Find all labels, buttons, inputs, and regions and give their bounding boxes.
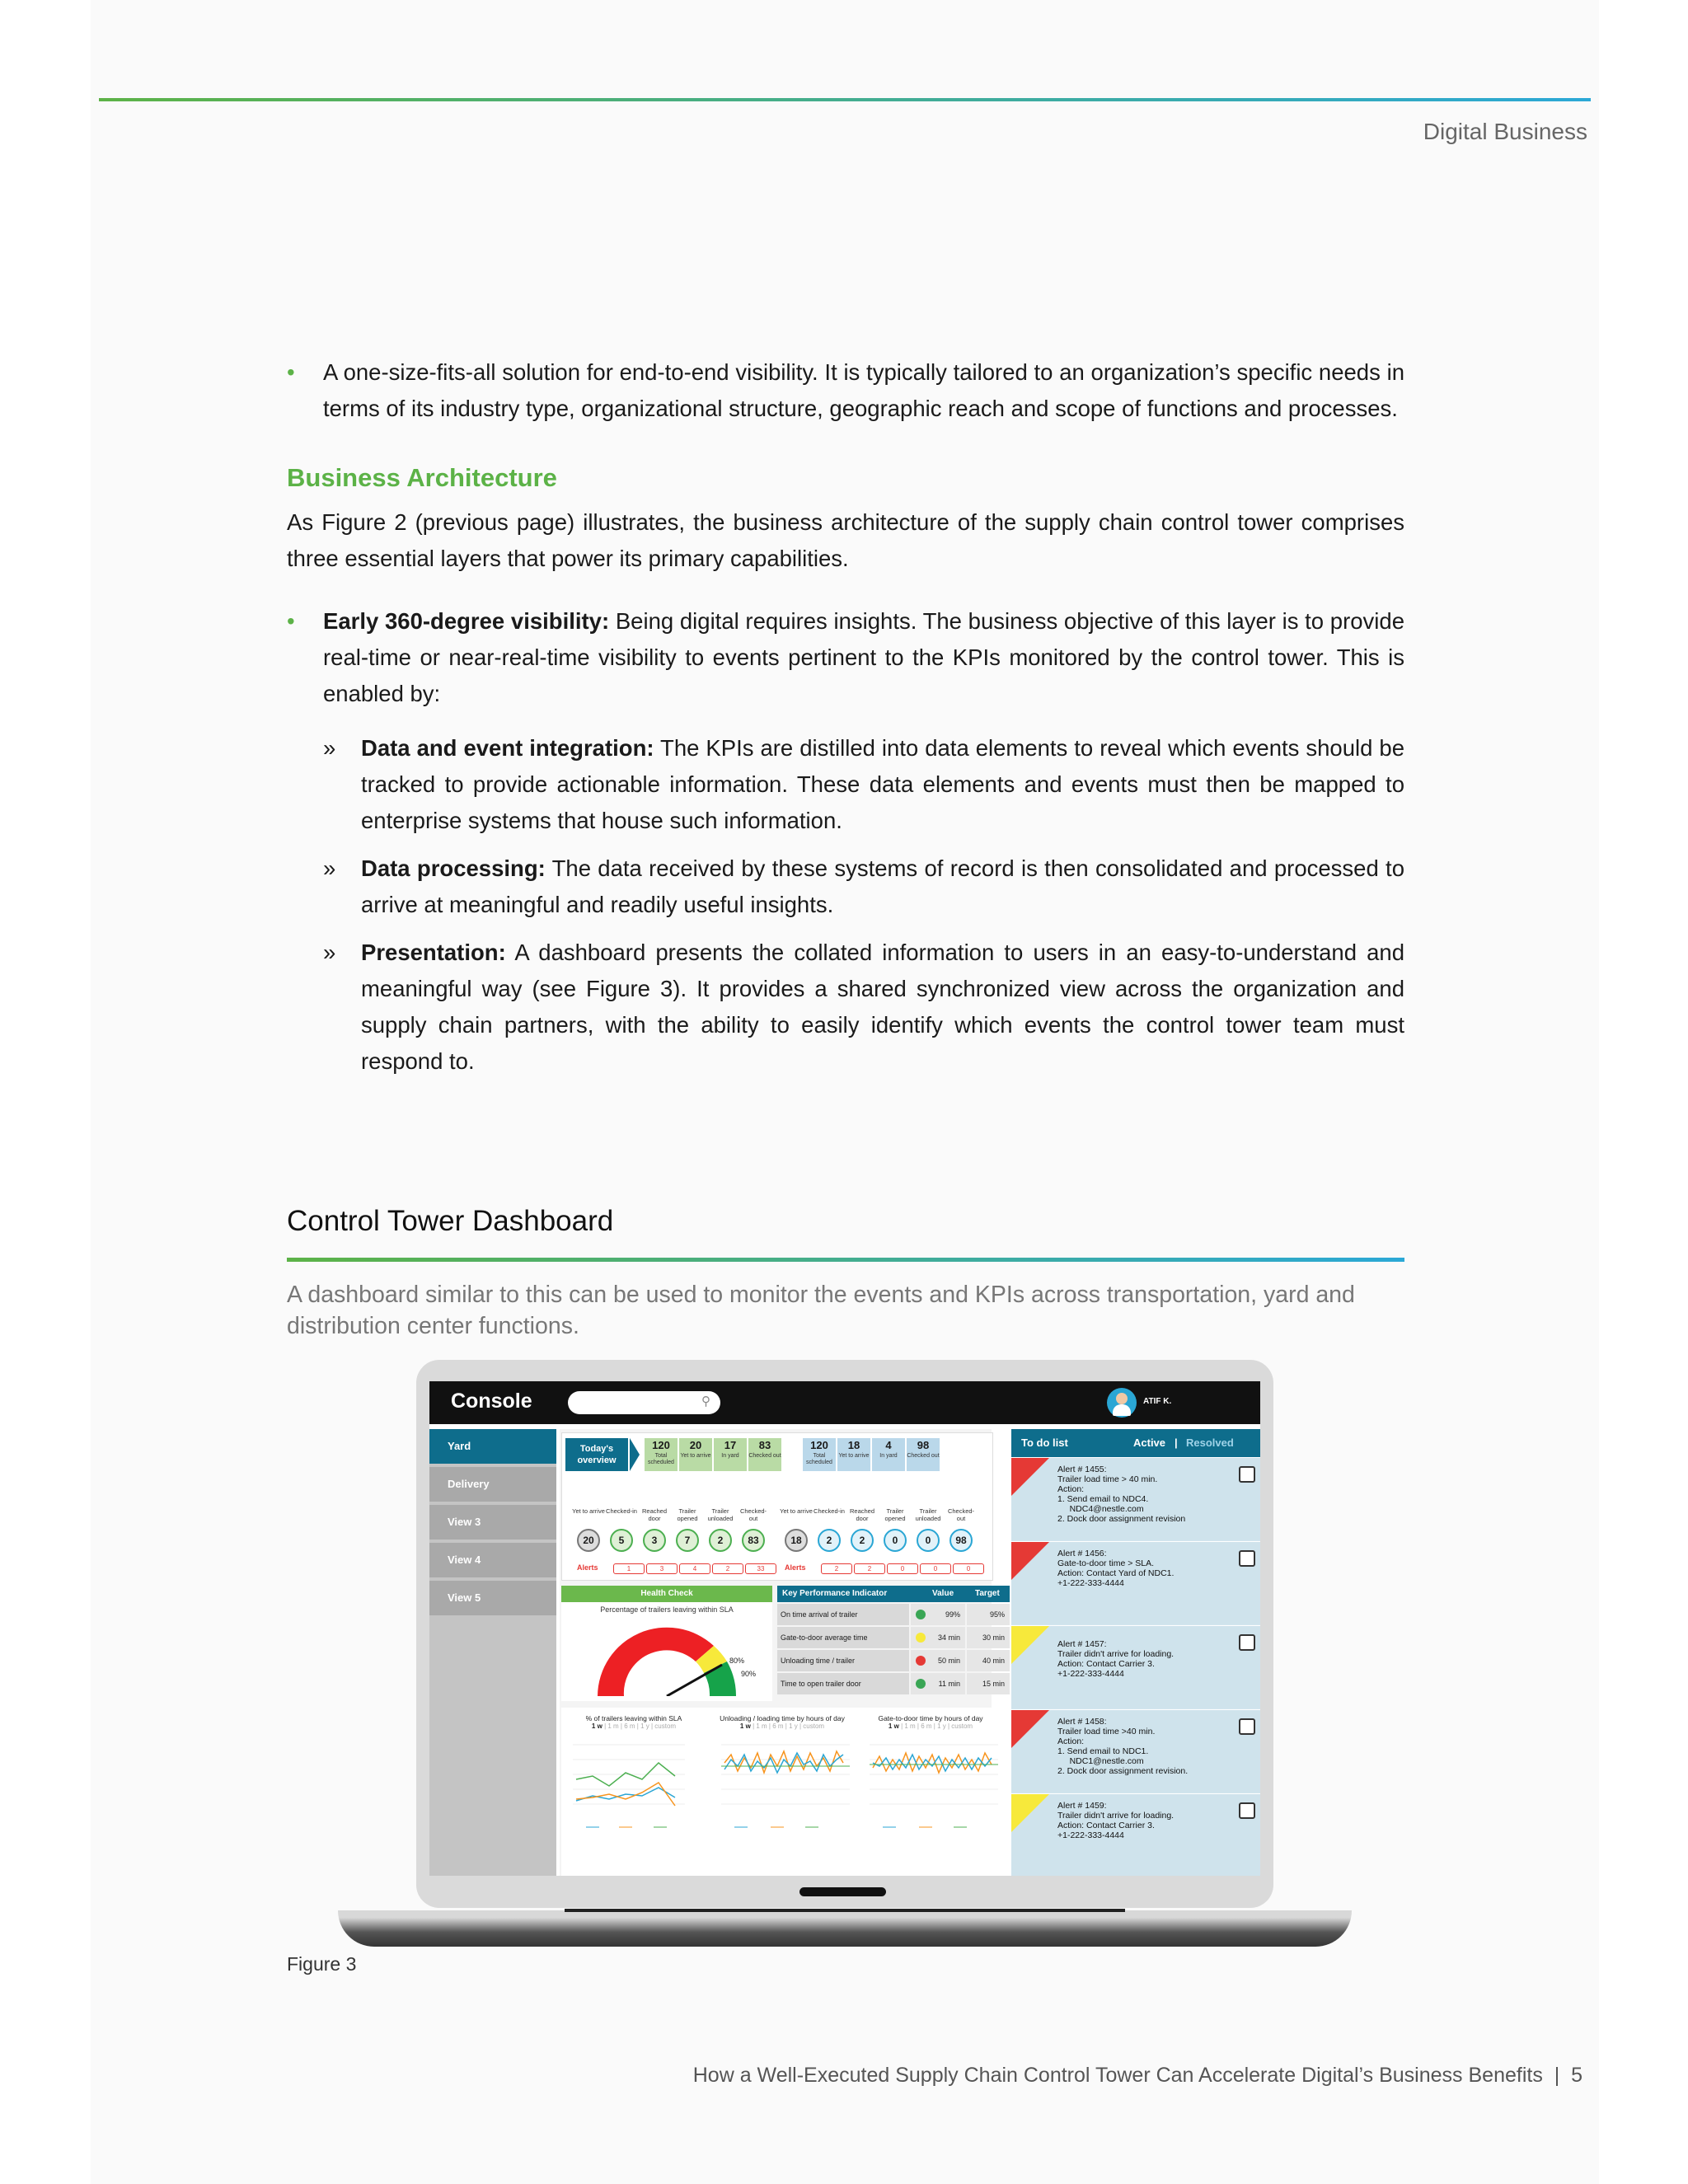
range-selector[interactable]	[710, 1722, 855, 1730]
tile-number: 83	[758, 1439, 771, 1451]
intro-bullet-text: A one-size-fits-all solution for end-to-end visibility. It is typically tailored to an organization’s specific needs in terms of its industry type, organizational structure, geographic reach and scope of functions and processes.	[323, 359, 1404, 421]
alert-text: Alert # 1458: Trailer load time >40 min. Action: 1. Send email to NDC1. NDC1@nestle.com 2. Dock door assignment revision.	[1057, 1717, 1189, 1776]
stage-count[interactable]: 2	[709, 1529, 732, 1552]
sub-text: A dashboard presents the collated information to users in an easy-to-understand and meaningful way (see Figure 3). It provides a shared synchronized view across the organization and supply chain partners, with the ability to easily identify which events the control tower team must respond to.	[361, 940, 1404, 1074]
alert-count[interactable]: 0	[887, 1563, 918, 1574]
tile-label: Yet to arrive	[680, 1453, 711, 1459]
mini-chart-plot	[710, 1730, 855, 1862]
alert-checkbox[interactable]	[1239, 1718, 1255, 1735]
kpi-name: Gate-to-door average time	[777, 1627, 909, 1648]
todo-title: To do list	[1021, 1436, 1068, 1449]
stage-count[interactable]: 20	[577, 1529, 600, 1552]
sub-item	[287, 851, 1404, 923]
series-line	[724, 1751, 843, 1773]
stage-label: Yet to arrive	[780, 1507, 813, 1515]
health-check-panel	[561, 1586, 772, 1701]
status-dot-green	[916, 1679, 926, 1689]
gauge-mark-90: 90%	[741, 1670, 757, 1678]
stage-count[interactable]: 18	[785, 1529, 808, 1552]
stage-label: Checked-out	[947, 1507, 975, 1522]
stage-count[interactable]: 3	[643, 1529, 666, 1552]
kpi-value-cell	[911, 1604, 965, 1625]
tile-yet-to-arrive[interactable]	[837, 1438, 870, 1471]
alert-item[interactable]	[1011, 1457, 1260, 1540]
sub-lead: Data processing:	[361, 855, 546, 881]
tile-yet-to-arrive[interactable]	[679, 1438, 712, 1471]
overview-arrow	[630, 1438, 640, 1471]
figure-rule	[287, 1258, 1404, 1262]
kpi-row[interactable]	[777, 1604, 1010, 1625]
laptop-base-lip	[565, 1909, 1125, 1912]
kpi-value-cell	[911, 1673, 965, 1694]
yellow-flag-icon	[1011, 1794, 1049, 1832]
kpi-target: 40 min	[967, 1650, 1010, 1671]
kpi-row[interactable]	[777, 1673, 1010, 1694]
sub-text: The data received by these systems of record is then consolidated and processed to arrive at meaningful and readily useful insights.	[361, 855, 1404, 917]
sub-mark: »	[323, 855, 336, 881]
stage-count[interactable]: 0	[917, 1529, 940, 1552]
range-selector[interactable]	[561, 1722, 706, 1730]
mini-chart-sla	[561, 1708, 706, 1876]
tab-active[interactable]: Active	[1133, 1436, 1166, 1449]
health-check-title: Health Check	[561, 1586, 772, 1602]
kpi-value: 50 min	[937, 1657, 960, 1665]
figure-caption: A dashboard similar to this can be used to monitor the events and KPIs across transportation, yard and distribution center functions.	[287, 1282, 1355, 1339]
alert-item[interactable]	[1011, 1793, 1260, 1876]
main-panel	[560, 1429, 1005, 1876]
alert-item[interactable]	[1011, 1709, 1260, 1793]
gauge-mark-80: 80%	[729, 1657, 745, 1665]
alert-count[interactable]: 3	[646, 1563, 678, 1574]
trend-charts	[561, 1708, 1010, 1876]
mini-chart-title: % of trailers leaving within SLA	[585, 1714, 682, 1722]
tile-in-yard[interactable]	[872, 1438, 905, 1471]
mini-chart-unloading	[710, 1708, 855, 1876]
alerts-label: Alerts	[577, 1563, 598, 1572]
alert-checkbox[interactable]	[1239, 1466, 1255, 1483]
sidebar-item-view5[interactable]: View 5	[429, 1581, 556, 1615]
alert-count[interactable]: 1	[613, 1563, 645, 1574]
stage-label: Trailer opened	[677, 1507, 698, 1522]
search-icon[interactable]: ⚲	[701, 1394, 710, 1408]
todays-overview	[561, 1432, 993, 1581]
tile-label: Checked out	[907, 1453, 940, 1459]
alert-count[interactable]: 4	[679, 1563, 710, 1574]
dashboard-topbar	[429, 1381, 1260, 1424]
stage-label: Checked-out	[739, 1507, 767, 1522]
kpi-value-header: Value	[932, 1589, 954, 1598]
tile-number: 18	[847, 1439, 860, 1451]
sub-text: The KPIs are distilled into data elements to reveal which events should be tracked to provide actionable information. These data elements and events must then be mapped to enterprise systems that house such information.	[361, 735, 1404, 833]
section-title: Business Architecture	[287, 463, 557, 492]
tab-resolved[interactable]: Resolved	[1186, 1436, 1234, 1449]
kpi-value: 11 min	[938, 1680, 960, 1688]
health-check-subtitle: Percentage of trailers leaving within SLA	[600, 1605, 734, 1614]
sidebar	[429, 1429, 556, 1876]
alert-text: Alert # 1456: Gate-to-door time > SLA. Action: Contact Yard of NDC1. +1-222-333-4444	[1057, 1549, 1175, 1588]
kpi-name: Time to open trailer door	[777, 1673, 909, 1694]
dashboard-screen	[429, 1381, 1260, 1876]
console-title: Console	[451, 1390, 532, 1413]
tile-number: 20	[689, 1439, 702, 1451]
alert-text: Alert # 1457: Trailer didn't arrive for loading. Action: Contact Carrier 3. +1-222-333-4444	[1057, 1639, 1175, 1679]
overview-label: Today's overview	[565, 1438, 628, 1471]
tile-number: 120	[810, 1439, 828, 1451]
body-text	[287, 354, 1404, 1080]
sub-item	[287, 730, 1404, 839]
stage-count[interactable]: 98	[950, 1529, 973, 1552]
tile-total-scheduled[interactable]	[645, 1438, 678, 1471]
status-dot-yellow	[916, 1633, 926, 1643]
visibility-text: Being digital requires insights. The business objective of this layer is to provide real-time or near-real-time visibility to events pertinent to the KPIs monitored by the control tower. This is enabled by:	[323, 608, 1405, 706]
tile-number: 120	[652, 1439, 670, 1451]
stage-count[interactable]: 2	[818, 1529, 841, 1552]
mini-chart-title: Gate-to-door time by hours of day	[878, 1714, 983, 1722]
alert-count[interactable]: 2	[821, 1563, 852, 1574]
stage-count[interactable]: 83	[742, 1529, 765, 1552]
range-options[interactable]: | 1 m | 6 m | 1 y | custom	[753, 1722, 825, 1730]
tile-label: In yard	[879, 1453, 898, 1459]
range-options[interactable]: | 1 m | 6 m | 1 y | custom	[901, 1722, 973, 1730]
alert-checkbox[interactable]	[1239, 1550, 1255, 1567]
mini-chart-gate-to-door	[858, 1708, 1003, 1876]
avatar-body	[1113, 1404, 1131, 1416]
figure-heading: Control Tower Dashboard	[287, 1205, 614, 1237]
kpi-target: 30 min	[967, 1627, 1010, 1648]
status-dot-green	[916, 1610, 926, 1619]
mini-chart-plot	[858, 1730, 1003, 1862]
stage-label: Yet to arrive	[572, 1507, 605, 1515]
tile-number: 98	[917, 1439, 930, 1451]
stage-count[interactable]: 7	[676, 1529, 699, 1552]
sub-mark: »	[323, 940, 336, 965]
stage-label: Checked-in	[814, 1507, 845, 1515]
range-selected[interactable]: 1 w	[739, 1722, 751, 1730]
tile-total-scheduled[interactable]	[803, 1438, 836, 1471]
intro-bullet	[287, 354, 1404, 427]
alert-item[interactable]	[1011, 1625, 1260, 1708]
kpi-title: Key Performance Indicator	[782, 1589, 888, 1598]
alert-count[interactable]: 2	[712, 1563, 743, 1574]
alert-item[interactable]	[1011, 1541, 1260, 1624]
tile-number: 4	[885, 1439, 892, 1451]
range-selector[interactable]	[858, 1722, 1003, 1730]
alert-checkbox[interactable]	[1239, 1634, 1255, 1651]
tab-separator: |	[1175, 1436, 1178, 1449]
stage-label: Reached door	[849, 1507, 875, 1522]
series-line	[873, 1753, 992, 1773]
kpi-target: 15 min	[967, 1673, 1010, 1694]
yellow-flag-icon	[1011, 1626, 1049, 1664]
gridlines	[870, 1745, 998, 1804]
red-flag-icon	[1011, 1458, 1049, 1496]
tile-checked-out[interactable]	[748, 1438, 781, 1471]
range-selected[interactable]: 1 w	[591, 1722, 603, 1730]
stage-label: Trailer unloaded	[707, 1507, 734, 1522]
range-selected[interactable]: 1 w	[888, 1722, 899, 1730]
red-flag-icon	[1011, 1710, 1049, 1748]
tile-label: Yet to arrive	[838, 1453, 870, 1459]
figure-label: Figure 3	[287, 1953, 357, 1975]
bullet-dot: •	[287, 608, 295, 634]
range-options[interactable]: | 1 m | 6 m | 1 y | custom	[604, 1722, 677, 1730]
todo-panel	[1011, 1429, 1260, 1876]
alert-count[interactable]: 0	[920, 1563, 951, 1574]
visibility-lead: Early 360-degree visibility:	[323, 608, 610, 634]
kpi-row[interactable]	[777, 1627, 1010, 1648]
stage-label: Checked-in	[606, 1507, 637, 1515]
user-avatar[interactable]	[1107, 1388, 1137, 1418]
mini-chart-title: Unloading / loading time by hours of day	[720, 1714, 845, 1722]
header-label: Digital Business	[1423, 119, 1587, 144]
kpi-header	[777, 1586, 1010, 1602]
alert-text: Alert # 1455: Trailer load time > 40 min. Action: 1. Send email to NDC4. NDC4@nestle.com 2. Dock door assignment revision	[1057, 1465, 1186, 1524]
sidebar-item-view3[interactable]: View 3	[429, 1505, 556, 1540]
laptop-base	[338, 1910, 1352, 1947]
top-rule	[99, 98, 1591, 101]
laptop-notch	[799, 1887, 886, 1896]
sla-gauge	[561, 1614, 772, 1696]
tile-label: Total scheduled	[648, 1453, 674, 1465]
status-dot-red	[916, 1656, 926, 1666]
stage-label: Trailer opened	[884, 1507, 906, 1522]
visibility-bullet	[287, 603, 1404, 712]
mini-chart-plot	[561, 1730, 706, 1862]
kpi-value: 99%	[945, 1610, 960, 1619]
footer-text: How a Well-Executed Supply Chain Control Tower Can Accelerate Digital’s Business Benefits | 5	[692, 2064, 1582, 2087]
tile-label: In yard	[721, 1453, 739, 1459]
gridlines	[721, 1745, 850, 1804]
tile-label: Checked out	[748, 1453, 781, 1459]
stage-label: Trailer unloaded	[915, 1507, 941, 1522]
user-name: ATIF K.	[1143, 1397, 1172, 1406]
sidebar-item-delivery[interactable]: Delivery	[429, 1467, 556, 1502]
red-flag-icon	[1011, 1542, 1049, 1580]
sub-lead: Data and event integration:	[361, 735, 654, 761]
tile-checked-out[interactable]	[907, 1438, 940, 1471]
kpi-target-header: Target	[975, 1589, 1000, 1598]
stage-count[interactable]: 2	[851, 1529, 874, 1552]
avatar-head	[1116, 1393, 1128, 1404]
tile-in-yard[interactable]	[714, 1438, 747, 1471]
tile-number: 17	[724, 1439, 737, 1451]
alert-checkbox[interactable]	[1239, 1802, 1255, 1819]
kpi-value-cell	[911, 1627, 965, 1648]
alert-count[interactable]: 0	[953, 1563, 984, 1574]
sub-lead: Presentation:	[361, 940, 506, 965]
laptop-frame	[416, 1360, 1273, 1908]
sub-item	[287, 935, 1404, 1080]
section-paragraph: As Figure 2 (previous page) illustrates, the business architecture of the supply chain control tower comprises three essential layers that power its primary capabilities.	[287, 509, 1404, 571]
kpi-value: 34 min	[937, 1633, 960, 1642]
stage-count[interactable]: 5	[610, 1529, 633, 1552]
search-input[interactable]	[568, 1391, 720, 1414]
kpi-table	[777, 1586, 1010, 1701]
kpi-name: Unloading time / trailer	[777, 1650, 909, 1671]
kpi-row[interactable]	[777, 1650, 1010, 1671]
kpi-target: 95%	[967, 1604, 1010, 1625]
sidebar-item-yard[interactable]: Yard	[429, 1429, 556, 1464]
stage-count[interactable]: 0	[884, 1529, 907, 1552]
alerts-label: Alerts	[785, 1563, 806, 1572]
kpi-value-cell	[911, 1650, 965, 1671]
tile-label: Total scheduled	[806, 1453, 832, 1465]
sidebar-item-view4[interactable]: View 4	[429, 1543, 556, 1577]
sub-mark: »	[323, 735, 336, 761]
todo-header	[1011, 1429, 1260, 1457]
alert-text: Alert # 1459: Trailer didn't arrive for loading. Action: Contact Carrier 3. +1-222-333-4444	[1057, 1801, 1175, 1840]
alert-count[interactable]: 2	[854, 1563, 885, 1574]
kpi-name: On time arrival of trailer	[777, 1604, 909, 1625]
stage-label: Reached door	[641, 1507, 668, 1522]
alert-count[interactable]: 33	[745, 1563, 776, 1574]
bullet-dot: •	[287, 359, 295, 385]
